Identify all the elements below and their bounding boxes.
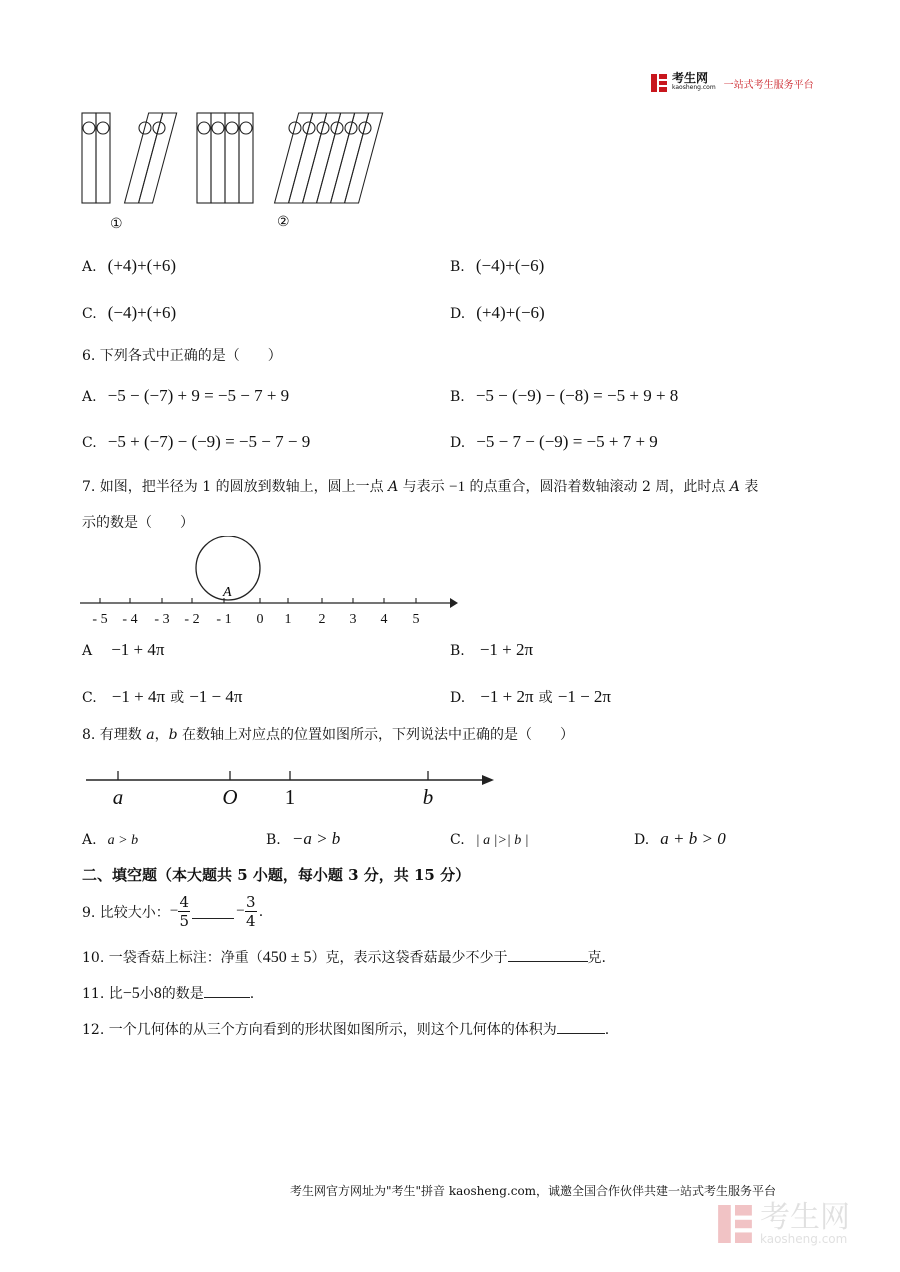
option-expr: (−4)+(+6) [107,303,177,322]
q9-end: . [258,903,264,920]
q8-option-c[interactable] [450,829,529,849]
option-expr: a + b > 0 [660,829,726,848]
option-expr: −1 + 2π [480,687,534,706]
q9-neg-sign: − [169,903,179,919]
q8-axis-arrow [482,775,494,785]
q7-axis-tick-label: - 2 [184,612,200,627]
q5-counting-rods-figure [78,108,408,233]
logo-text: 考生网 [672,71,709,85]
option-expr: a > b [107,833,139,848]
q8-stem [82,724,574,744]
q8-label-1: 1 [284,785,296,809]
option-label: A. [82,832,97,848]
q8-label-o: O [222,785,238,809]
q8-var-a: a [146,727,155,743]
q8-option-b[interactable] [266,829,340,849]
q7-option-c[interactable] [82,687,242,707]
q9-fraction-2 [245,893,257,930]
footer-text: 考生网官方网址为"考生"拼音 kaosheng.com，诚邀全国合作伙伴共建一站式考生服务平台 [290,1184,777,1198]
option-label: B. [450,259,465,275]
q11-stem-part: 小 [139,986,154,1002]
q10-value: 450 ± 5 [262,949,312,966]
q8-stem-part: 8. 有理数 [82,727,142,743]
q8-var-b: b [168,727,178,743]
q6-option-a[interactable] [82,386,289,406]
q5-option-b[interactable] [450,256,544,276]
q8-number-line-figure [82,764,502,814]
q7-axis-tick-label: 0 [256,612,264,627]
q7-circle-point-label: A [223,585,232,600]
q8-label-b: b [422,785,434,809]
option-or: 或 [538,690,553,706]
q12-end: . [604,1022,610,1038]
option-label: D. [450,306,466,322]
q11-number: 8 [153,985,162,1002]
q7-axis-tick-label: 4 [380,612,388,627]
q10-stem-part: ）克，表示这袋香菇最少不少于 [311,950,508,966]
option-expr: −1 + 4π [111,687,166,706]
option-label: C. [82,690,97,706]
option-label: B. [450,643,465,659]
q8-stem-part: 在数轴上对应点的位置如图所示，下列说法中正确的是（ ） [182,727,575,743]
watermark-logo-icon [716,1200,754,1248]
q7-option-b[interactable] [450,640,533,660]
section-2-title: 二、填空题（本大题共 5 小题，每小题 3 分，共 15 分） [82,866,471,884]
q12 [82,1019,609,1039]
q7-stem-line2: 示的数是（ ） [82,515,194,531]
q11-answer-blank[interactable] [204,983,250,998]
q7-axis-tick-label: 1 [284,612,292,627]
q5-option-d[interactable] [450,303,545,323]
option-expr: −1 + 4π [111,640,165,659]
q10-stem: 10. 一袋香菇上标注：净重（ [82,950,263,966]
option-label: D. [450,690,466,706]
q7-axis-tick-label: 5 [412,612,420,627]
option-label: C. [82,435,97,451]
option-expr: −1 − 4π [189,687,243,706]
q7-stem-part: 7. 如图，把半径为 1 的圆放到数轴上，圆上一点 [82,479,384,495]
q5-caption-1: ① [110,216,123,232]
footer-watermark [716,1200,850,1248]
watermark-text: 考生网 [760,1200,850,1235]
q7-value: −1 [449,479,466,495]
q7-point-a: A [729,479,740,495]
q8-option-d[interactable] [634,829,726,849]
option-label: B. [450,389,465,405]
q5-option-c[interactable] [82,303,176,323]
q5-caption-2: ② [277,214,290,230]
q7-stem-part: 与表示 [402,479,445,495]
option-label: B. [266,832,281,848]
option-expr: −5 + (−7) − (−9) = −5 − 7 − 9 [107,432,311,451]
q7-number-line-figure [78,536,468,631]
fraction-numerator: 3 [245,893,256,911]
logo-subtext: kaosheng.com [672,84,716,91]
q10-end: 克. [587,950,606,966]
q7-axis-tick-label: - 5 [92,612,108,627]
q5-option-a[interactable] [82,256,176,276]
option-expr: | a |>| b | [475,833,529,848]
q7-stem-line1 [82,476,758,496]
option-label: A [82,643,93,659]
fraction-numerator: 4 [179,893,190,911]
q9-neg-sign: − [236,903,245,919]
watermark-subtext: kaosheng.com [760,1232,848,1246]
q11-end: . [249,986,255,1002]
q9-stem: 9. 比较大小： [82,904,170,921]
option-expr: (+4)+(−6) [476,303,545,322]
option-label: A. [82,389,97,405]
q7-axis-tick-label: - 1 [216,612,232,627]
fraction-denominator: 4 [245,912,256,930]
option-or: 或 [170,690,185,706]
q7-stem-part: 的点重合，圆沿着数轴滚动 2 周，此时点 [469,479,726,495]
option-label: D. [634,832,650,848]
header-slogan: 一站式考生服务平台 [723,79,814,91]
option-label: C. [82,306,97,322]
header-logo [650,73,814,93]
rod-group-2-upright [197,113,253,203]
q11 [82,983,254,1003]
q8-label-a: a [112,785,124,809]
option-expr: −a > b [291,829,341,848]
option-expr: (−4)+(−6) [475,256,545,275]
option-label: D. [450,435,466,451]
q7-stem-part: 表 [744,479,759,495]
q7-option-d[interactable] [450,687,611,707]
q10 [82,947,606,967]
q9-answer-blank[interactable] [192,904,234,919]
q7-axis-tick-label: - 4 [122,612,138,627]
option-expr: −5 − 7 − (−9) = −5 + 7 + 9 [476,432,658,451]
q7-point-a: A [388,479,399,495]
fraction-denominator: 5 [179,912,190,930]
q7-axis-tick-label: 2 [318,612,326,627]
rod-group-1-upright [82,113,110,203]
kaosheng-logo-icon [650,73,668,93]
q6-option-b[interactable] [450,386,678,406]
q7-axis-tick-label: - 3 [154,612,170,627]
q8-option-a[interactable] [82,829,138,849]
q12-stem: 12. 一个几何体的从三个方向看到的形状图如图所示，则这个几何体的体积为 [82,1022,557,1038]
q6-stem: 6. 下列各式中正确的是（ ） [82,348,282,364]
q11-stem-part: 的数是 [161,986,204,1002]
q6-option-c[interactable] [82,432,310,452]
q7-axis-arrow [450,598,458,608]
q11-value: −5 [122,985,140,1002]
q9 [82,893,263,930]
q6-option-d[interactable] [450,432,658,452]
q12-answer-blank[interactable] [557,1019,605,1034]
option-expr: −5 − (−9) − (−8) = −5 + 9 + 8 [475,386,679,405]
q8-comma: ， [154,727,169,743]
option-expr: (+4)+(+6) [107,256,177,275]
option-label: C. [450,832,465,848]
q7-axis-tick-label: 3 [349,612,357,627]
q11-stem: 11. 比 [82,986,123,1002]
q10-answer-blank[interactable] [508,947,588,962]
option-expr: −1 − 2π [557,687,611,706]
q7-option-a[interactable] [82,640,164,660]
option-label: A. [82,259,97,275]
option-expr: −1 + 2π [479,640,534,659]
q9-fraction-1 [178,893,190,930]
option-expr: −5 − (−7) + 9 = −5 − 7 + 9 [107,386,290,405]
